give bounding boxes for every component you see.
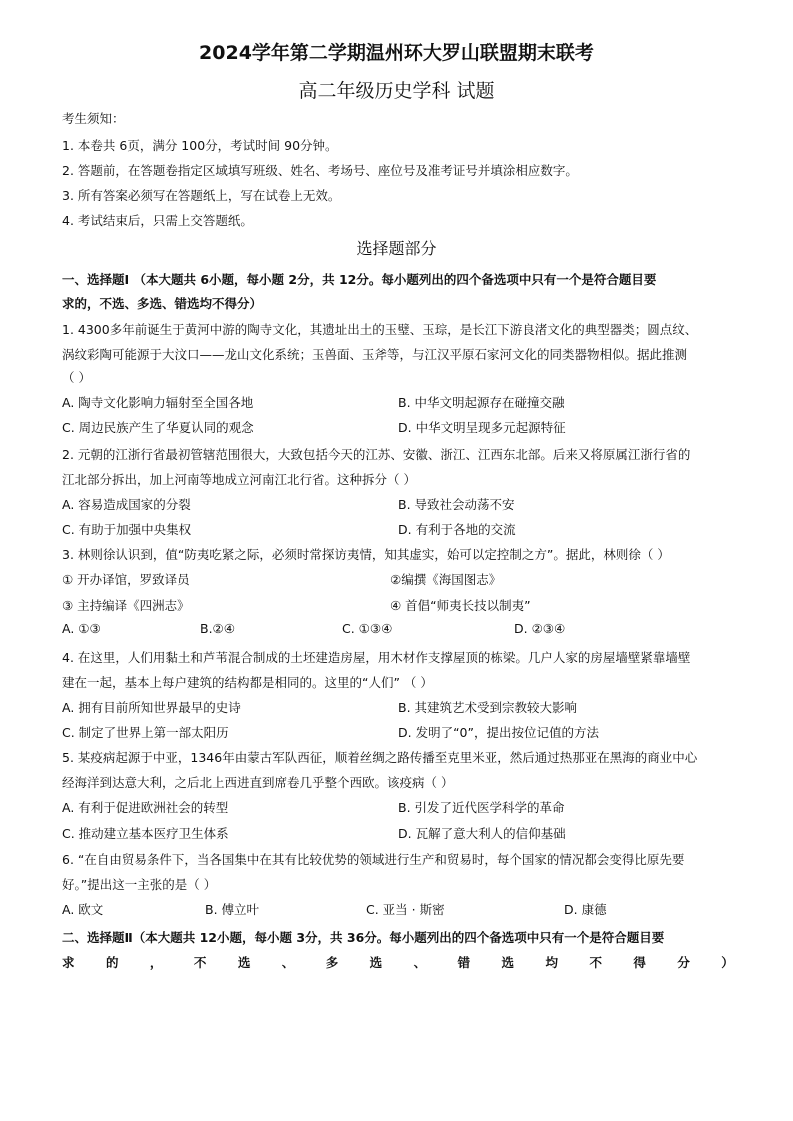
part2-char: 不 xyxy=(193,955,207,970)
question-6-option-a[interactable]: A. 欧文 xyxy=(62,902,104,917)
part2-instruction: 二、选择题Ⅱ（本大题共 12小题，每小题 3分，共 36分。每小题列出的四个备选项中只有一个是符合题目要 xyxy=(62,930,665,945)
part2-char: 错 xyxy=(457,955,471,970)
question-4-option-d[interactable]: D. 发明了“0”，提出按位记值的方法 xyxy=(398,725,599,740)
question-5-option-c[interactable]: C. 推动建立基本医疗卫生体系 xyxy=(62,826,229,841)
notice-item: 4. 考试结束后，只需上交答题纸。 xyxy=(62,213,253,228)
question-6-option-c[interactable]: C. 亚当 · 斯密 xyxy=(366,902,445,917)
question-6-text: 6. “在自由贸易条件下，当各国集中在其有比较优势的领域进行生产和贸易时，每个国家的情况都会变得比原先要 xyxy=(62,852,685,867)
question-3-option-b[interactable]: B.②④ xyxy=(200,621,235,636)
question-1-option-d[interactable]: D. 中华文明呈现多元起源特征 xyxy=(398,420,566,435)
question-4-option-b[interactable]: B. 其建筑艺术受到宗教较大影响 xyxy=(398,700,578,715)
question-2-text: 2. 元朝的江浙行省最初管辖范围很大，大致包括今天的江苏、安徽、浙江、江西东北部。后来又将原属江浙行省的 xyxy=(62,447,691,462)
notice-item: 3. 所有答案必须写在答题纸上，写在试卷上无效。 xyxy=(62,188,341,203)
question-1-option-b[interactable]: B. 中华文明起源存在碰撞交融 xyxy=(398,395,565,410)
part2-char: 得 xyxy=(633,955,646,970)
question-5-option-d[interactable]: D. 瓦解了意大利人的信仰基础 xyxy=(398,826,566,841)
notice-item: 2. 答题前，在答题卷指定区域填写班级、姓名、考场号、座位号及准考证号并填涂相应数字。 xyxy=(62,163,578,178)
question-5-option-a[interactable]: A. 有利于促进欧洲社会的转型 xyxy=(62,800,229,815)
part1-instruction: 求的，不选、多选、错选均不得分） xyxy=(62,296,263,311)
question-4-text: 建在一起，基本上每户建筑的结构都是相同的。这里的“人们” （ ） xyxy=(62,675,433,690)
exam-subtitle: 高二年级历史学科 试题 xyxy=(298,80,495,102)
question-2-text: 江北部分拆出，加上河南等地成立河南江北行省。这种拆分（ ） xyxy=(62,472,416,487)
part2-char: 分 xyxy=(677,955,690,970)
question-3-option-c[interactable]: C. ①③④ xyxy=(342,621,393,636)
question-2-option-c[interactable]: C. 有助于加强中央集权 xyxy=(62,522,192,537)
question-3-option-a[interactable]: A. ①③ xyxy=(62,621,101,636)
question-3-item-2: ②编撰《海国图志》 xyxy=(390,572,502,587)
part2-char: 选 xyxy=(501,955,515,970)
question-6-text: 好。”提出这一主张的是（ ） xyxy=(62,877,217,892)
part2-char: 多 xyxy=(325,955,339,970)
question-1-option-a[interactable]: A. 陶寺文化影响力辐射至全国各地 xyxy=(62,395,254,410)
question-5-text: 经海洋到达意大利，之后北上西进直到席卷几乎整个西欧。该疫病（ ） xyxy=(62,775,454,790)
exam-title: 2024学年第二学期温州环大罗山联盟期末联考 xyxy=(199,42,594,64)
question-3-option-d[interactable]: D. ②③④ xyxy=(514,621,566,636)
question-5-text: 5. 某疫病起源于中亚，1346年由蒙古军队西征，顺着丝绸之路传播至克里米亚，然后通过热那亚在黑海的商业中心 xyxy=(62,750,698,765)
section-title: 选择题部分 xyxy=(356,239,437,258)
question-3-item-4: ④ 首倡“师夷长技以制夷” xyxy=(390,598,531,613)
question-6-option-d[interactable]: D. 康德 xyxy=(564,902,607,917)
question-1-text: （ ） xyxy=(62,370,91,385)
question-3-text: 3. 林则徐认识到，值“防夷吃紧之际，必须时常探访夷情，知其虚实，始可以定控制之方”。据此，林则徐（ ） xyxy=(62,547,670,562)
part2-char: ， xyxy=(149,955,163,970)
notice-heading: 考生须知： xyxy=(62,111,125,126)
question-1-text: 1. 4300多年前诞生于黄河中游的陶寺文化，其遗址出土的玉璧、玉琮，是长江下游良渚文化的典型器类；圆点纹、 xyxy=(62,322,698,337)
notice-item: 1. 本卷共 6页，满分 100分，考试时间 90分钟。 xyxy=(62,138,338,153)
part1-instruction: 一、选择题Ⅰ （本大题共 6小题，每小题 2分，共 12分。每小题列出的四个备选项中只有一个是符合题目要 xyxy=(62,272,657,287)
part2-char: 、 xyxy=(413,955,427,970)
question-5-option-b[interactable]: B. 引发了近代医学科学的革命 xyxy=(398,800,565,815)
part2-instruction-justified xyxy=(62,953,734,971)
part2-char: 不 xyxy=(589,955,602,970)
question-1-option-c[interactable]: C. 周边民族产生了华夏认同的观念 xyxy=(62,420,254,435)
part2-char: ） xyxy=(721,955,734,970)
part2-char: 均 xyxy=(545,955,558,970)
question-4-text: 4. 在这里，人们用黏土和芦苇混合制成的土坯建造房屋，用木材作支撑屋顶的栋梁。几户人家的房屋墙壁紧靠墙壁 xyxy=(62,650,691,665)
question-3-item-1: ① 开办译馆，罗致译员 xyxy=(62,572,190,587)
question-4-option-c[interactable]: C. 制定了世界上第一部太阳历 xyxy=(62,725,229,740)
part2-char: 选 xyxy=(237,955,251,970)
question-2-option-b[interactable]: B. 导致社会动荡不安 xyxy=(398,497,515,512)
part2-char: 的 xyxy=(105,955,119,970)
question-3-item-3: ③ 主持编译《四洲志》 xyxy=(62,598,190,613)
part2-char: 、 xyxy=(281,955,295,970)
part2-char: 求 xyxy=(62,955,75,970)
question-2-option-a[interactable]: A. 容易造成国家的分裂 xyxy=(62,497,191,512)
question-6-option-b[interactable]: B. 傅立叶 xyxy=(205,902,260,917)
question-2-option-d[interactable]: D. 有利于各地的交流 xyxy=(398,522,516,537)
question-4-option-a[interactable]: A. 拥有目前所知世界最早的史诗 xyxy=(62,700,241,715)
part2-char: 选 xyxy=(369,955,383,970)
question-1-text: 涡纹彩陶可能源于大汶口——龙山文化系统；玉兽面、玉斧等，与江汉平原石家河文化的同类器物相似。据此推测 xyxy=(62,347,688,362)
